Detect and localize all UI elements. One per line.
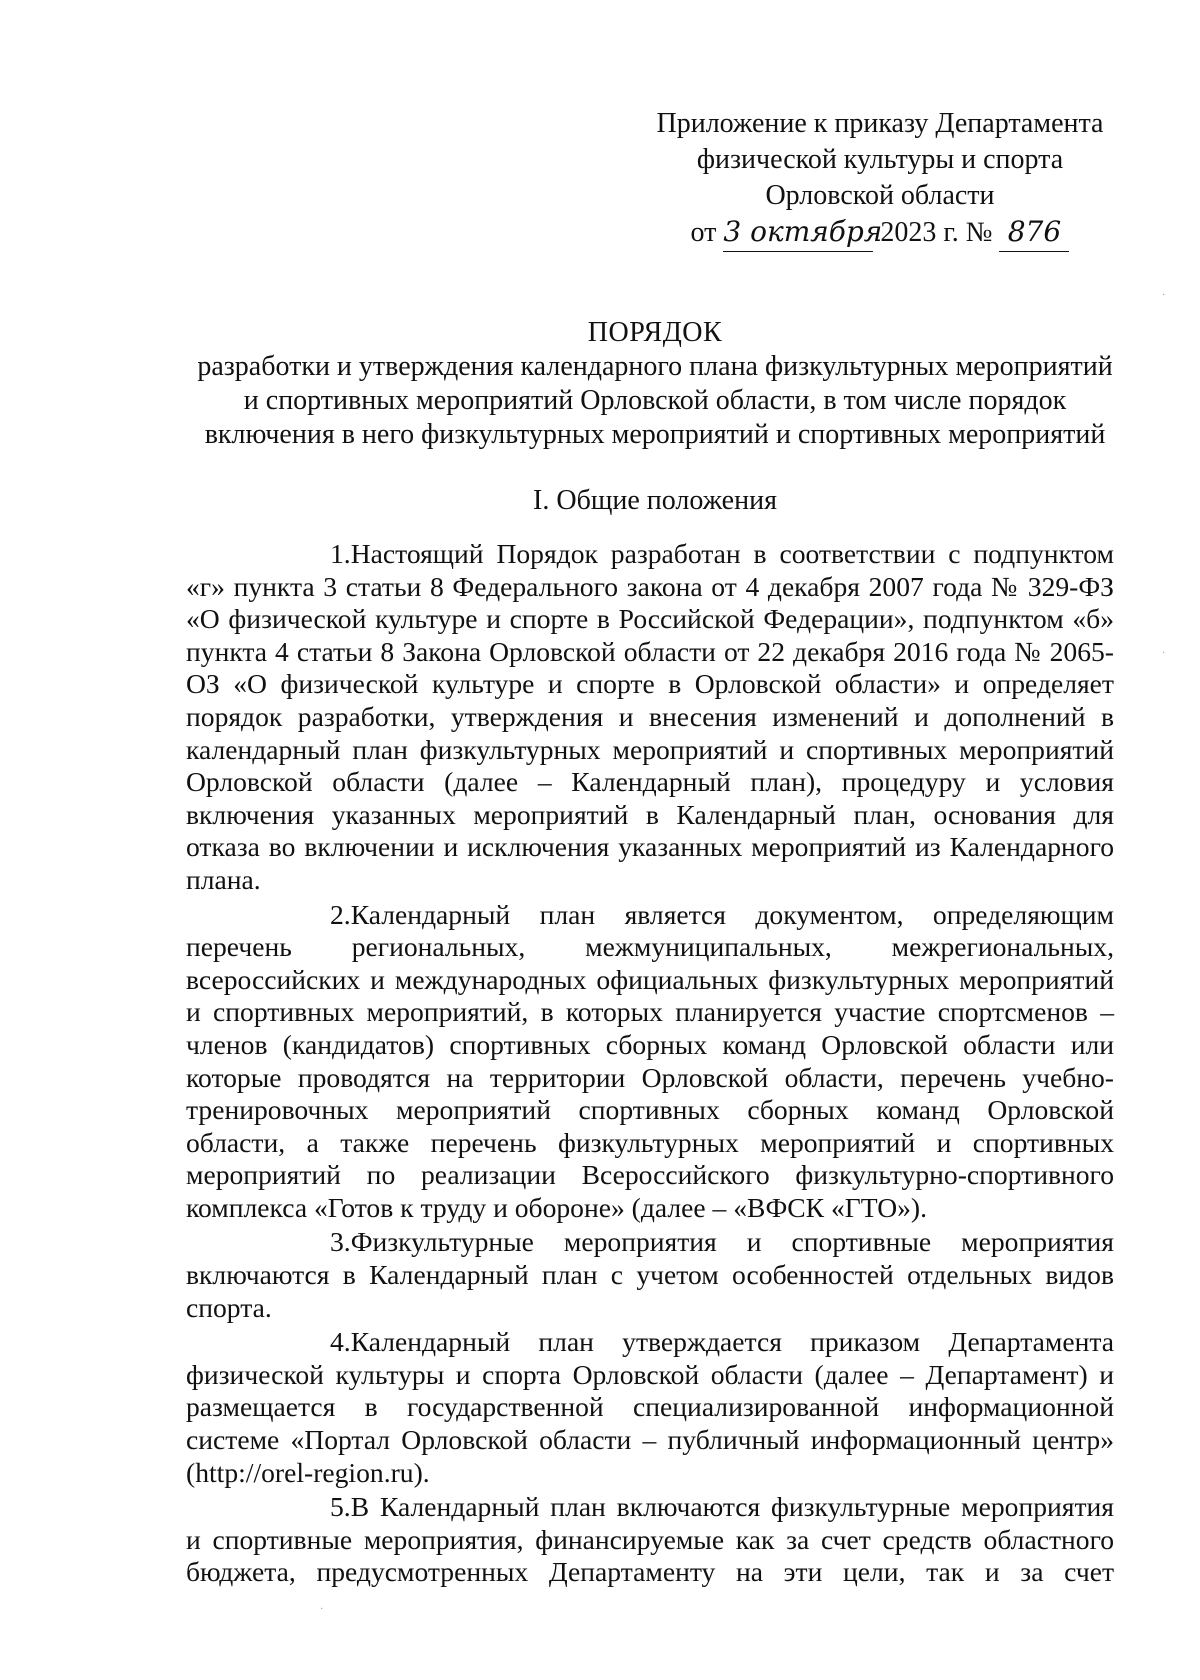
document-body bbox=[186, 538, 1114, 1591]
paragraph-number: 1. bbox=[330, 538, 351, 569]
paragraph-text: Календарный план утверждается приказом Департамента физической культуры и спорта Орловской области (далее – Департамент) и размещается в государственной специализированной информационной системе «Портал Орловской области – публичный информационный центр» (http://orel-region.ru). bbox=[186, 1326, 1114, 1488]
title-line-1: разработки и утверждения календарного плана физкультурных мероприятий bbox=[197, 351, 1113, 382]
appendix-line-1: Приложение к приказу Департамента bbox=[656, 108, 1104, 139]
paragraph-number: 3. bbox=[330, 1226, 351, 1258]
paragraph-1 bbox=[186, 538, 1114, 897]
paragraph-2 bbox=[186, 899, 1114, 1225]
appendix-line-2: физической культуры и спорта bbox=[696, 144, 1064, 175]
paragraph-5 bbox=[186, 1491, 1114, 1589]
paragraph-text: Физкультурные мероприятия и спортивные мероприятия включаются в Календарный план с учетом особенностей отдельных видов спорта. bbox=[186, 1226, 1114, 1323]
paragraph-text: Настоящий Порядок разработан в соответствии с подпунктом «г» пункта 3 статьи 8 Федерального закона от 4 декабря 2007 года № 329-ФЗ «О физической культуре и спорте в Российской Федерации», подпунктом «б» пункта 4 статьи 8 Закона Орловской области от 22 декабря 2016 года № 2065-ОЗ «О физической культуре и спорте в Орловской области» и определяет порядок разработки, утверждения и внесения изменений и дополнений в календарный план физкультурных мероприятий и спортивных мероприятий Орловской области (далее – Календарный план), процедуру и условия включения указанных мероприятий в Календарный план, основания для отказа во включении и исключения указанных мероприятий из Календарного плана. bbox=[186, 538, 1114, 895]
order-year: 2023 г. № bbox=[880, 217, 993, 248]
appendix-line-3: Орловской области bbox=[765, 180, 995, 211]
scan-speck: · bbox=[1162, 648, 1166, 659]
paragraph-number: 4. bbox=[330, 1326, 351, 1358]
paragraph-text: В Календарный план включаются физкультурные мероприятия и спортивные мероприятия, финансируемые как за счет средств областного бюджета, предусмотренных Департаменту на эти цели, так и за счет bbox=[186, 1491, 1114, 1588]
paragraph-number: 5. bbox=[330, 1491, 351, 1523]
order-date-line bbox=[640, 214, 1120, 252]
handwritten-date: 3 октября bbox=[723, 214, 873, 252]
handwritten-order-number: 876 bbox=[999, 214, 1069, 252]
title-line-2: и спортивных мероприятий Орловской области, в том числе порядок bbox=[243, 385, 1067, 416]
appendix-header bbox=[640, 106, 1120, 252]
paragraph-4 bbox=[186, 1326, 1114, 1489]
title-line-3: включения в него физкультурных мероприятий и спортивных мероприятий bbox=[204, 419, 1106, 450]
paragraph-text: Календарный план является документом, определяющим перечень региональных, межмуниципальных, межрегиональных, всероссийских и международных официальных физкультурных мероприятий и спортивных мероприятий, в которых планируется участие спортсменов – членов (кандидатов) спортивных сборных команд Орловской области или которые проводятся на территории Орловской области, перечень учебно-тренировочных мероприятий спортивных сборных команд Орловской области, а также перечень физкультурных мероприятий и спортивных мероприятий по реализации Всероссийского физкультурно-спортивного комплекса «Готов к труду и обороне» (далее – «ВФСК «ГТО»). bbox=[186, 898, 1114, 1223]
date-prefix: от bbox=[690, 217, 717, 248]
title-heading: ПОРЯДОК bbox=[587, 317, 723, 348]
scan-speck: · bbox=[320, 1604, 324, 1615]
paragraph-3 bbox=[186, 1226, 1114, 1324]
section-title: I. Общие положения bbox=[533, 485, 777, 516]
document-title bbox=[190, 316, 1120, 452]
scan-speck: · bbox=[1162, 290, 1166, 301]
paragraph-number: 2. bbox=[330, 898, 351, 930]
